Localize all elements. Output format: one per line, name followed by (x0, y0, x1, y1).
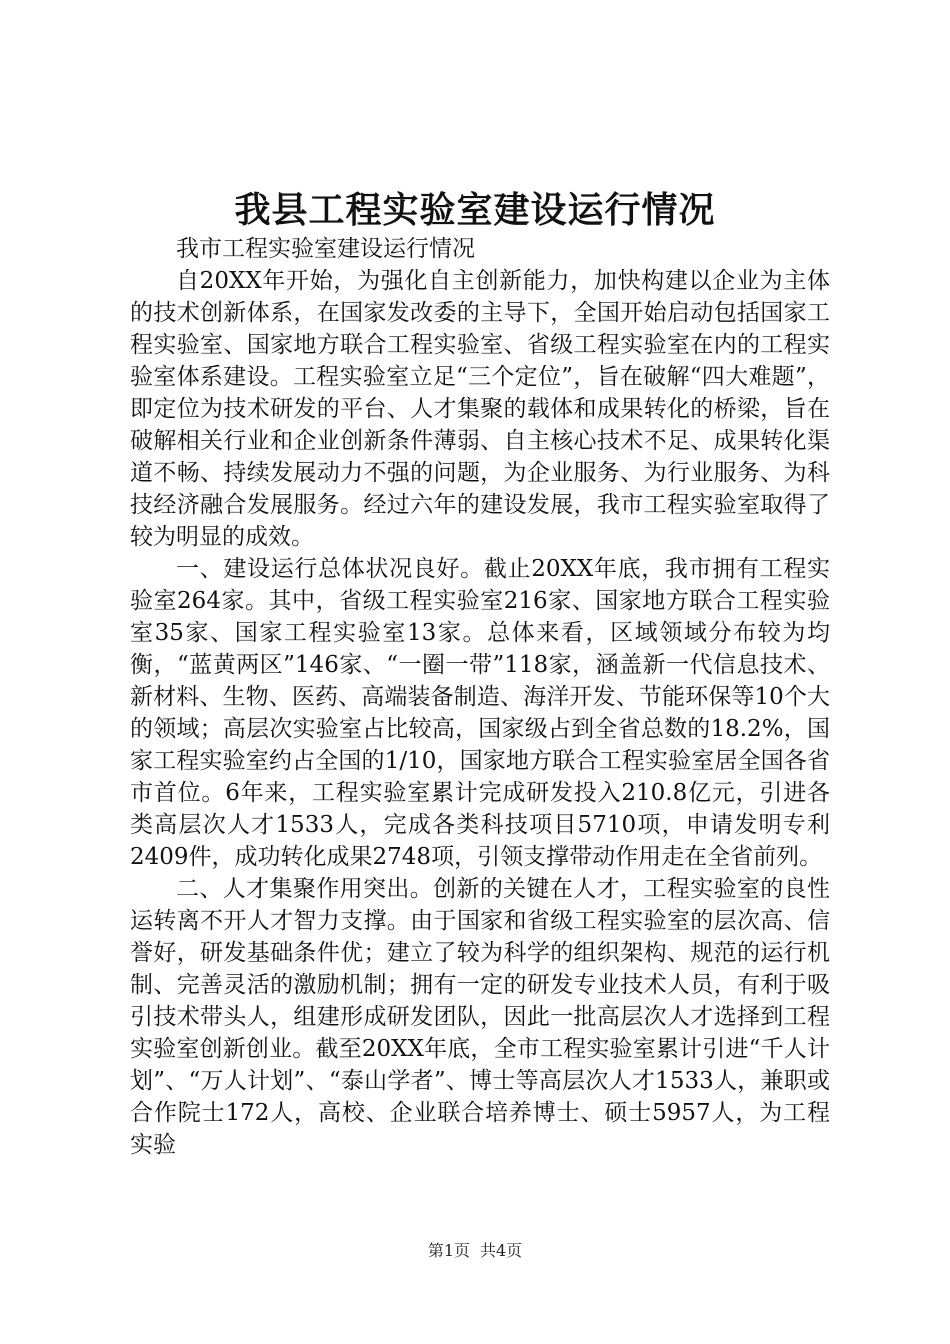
page-total: 共4页 (480, 1241, 523, 1260)
document-body (130, 233, 830, 1161)
body-paragraph: 我市工程实验室建设运行情况 (176, 236, 475, 262)
page-number: 第1页 (427, 1241, 470, 1260)
body-paragraph: 自20XX年开始，为强化自主创新能力，加快构建以企业为主体的技术创新体系，在国家发改委的主导下，全国开始启动包括国家工程实验室、国家地方联合工程实验室、省级工程实验室在内的工程实验室体系建设。工程实验室立足“三个定位”，旨在破解“四大难题”，即定位为技术研发的平台、人才集聚的载体和成果转化的桥梁，旨在破解相关行业和企业创新条件薄弱、自主核心技术不足、成果转化渠道不畅、持续发展动力不强的问题，为企业服务、为行业服务、为科技经济融合发展服务。经过六年的建设发展，我市工程实验室取得了较为明显的成效。 (130, 268, 830, 550)
body-paragraph: 二、人才集聚作用突出。创新的关键在人才，工程实验室的良性运转离不开人才智力支撑。由于国家和省级工程实验室的层次高、信誉好，研发基础条件优；建立了较为科学的组织架构、规范的运行机制、完善灵活的激励机制；拥有一定的研发专业技术人员，有利于吸引技术带头人，组建形成研发团队，因此一批高层次人才选择到工程实验室创新创业。截至20XX年底，全市工程实验室累计引进“千人计划”、“万人计划”、“泰山学者”、博士等高层次人才1533人，兼职或合作院士172人，高校、企业联合培养博士、硕士5957人，为工程实验 (130, 876, 830, 1158)
page-footer (0, 1241, 950, 1261)
document-title: 我县工程实验室建设运行情况 (234, 189, 716, 231)
body-paragraph: 一、建设运行总体状况良好。截止20XX年底，我市拥有工程实验室264家。其中，省级工程实验室216家、国家地方联合工程实验室35家、国家工程实验室13家。总体来看，区域领域分布较为均衡，“蓝黄两区”146家、“一圈一带”118家，涵盖新一代信息技术、新材料、生物、医药、高端装备制造、海洋开发、节能环保等10个大的领域；高层次实验室占比较高，国家级占到全省总数的18.2%，国家工程实验室约占全国的1/10，国家地方联合工程实验室居全国各省市首位。6年来，工程实验室累计完成研发投入210.8亿元，引进各类高层次人才1533人，完成各类科技项目5710项，申请发明专利2409件，成功转化成果2748项，引领支撑带动作用走在全省前列。 (130, 556, 830, 870)
